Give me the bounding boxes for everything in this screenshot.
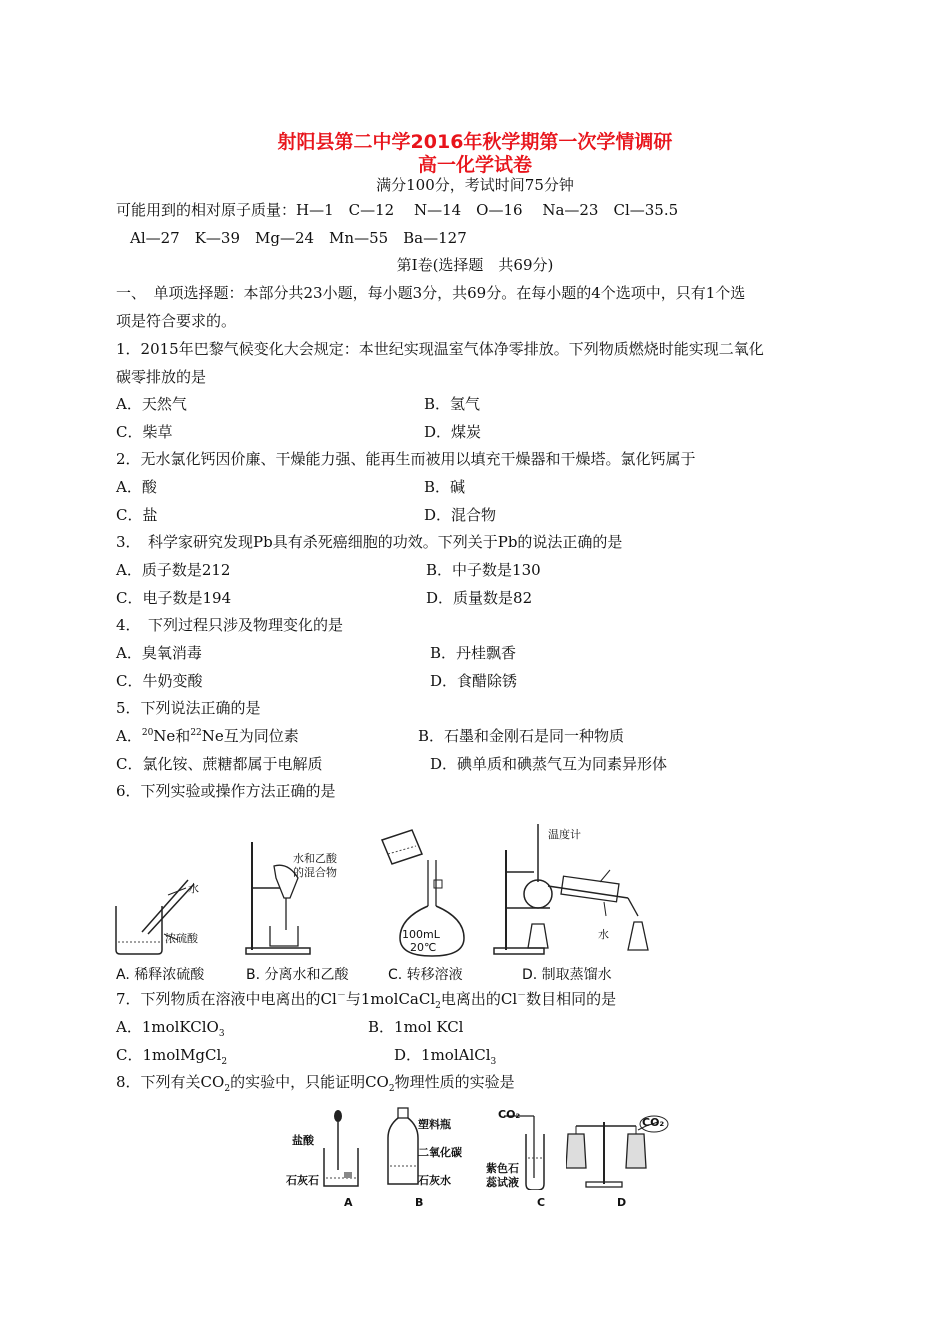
q5-stem: 5．下列说法正确的是 — [116, 699, 261, 717]
q6-fig-a-acid-label: 浓硫酸 — [165, 932, 198, 945]
exam-title: 射阳县第二中学2016年秋学期第一次学情调研 — [277, 131, 673, 153]
q8-fig-a-limestone-label: 石灰石 — [286, 1174, 319, 1187]
q2-stem: 2．无水氯化钙因价廉、干燥能力强、能再生而被用以填充干燥器和干燥塔。氯化钙属于 — [116, 450, 696, 468]
q8-label-d: D — [617, 1196, 627, 1209]
q8-label-a: A — [344, 1196, 353, 1209]
q6-fig-d-thermometer-label: 温度计 — [548, 828, 581, 841]
q4-option-c: C．牛奶变酸 — [116, 672, 203, 690]
q8-fig-b-limewater-label: 石灰水 — [418, 1174, 451, 1187]
q2-option-a: A．酸 — [116, 478, 157, 496]
q1-option-c: C．柴草 — [116, 423, 173, 441]
q8-fig-b-co2-label: 二氧化碳 — [418, 1146, 462, 1159]
q6-caption-c: C. 转移溶液 — [388, 967, 463, 983]
q6-caption-d: D. 制取蒸馏水 — [522, 967, 612, 983]
q6-figure-a — [108, 870, 218, 960]
q4-option-a: A．臭氧消毒 — [116, 644, 202, 662]
section-instructions-line2: 项是符合要求的。 — [116, 312, 237, 330]
q5-option-b: B．石墨和金刚石是同一种物质 — [418, 727, 625, 745]
q7-stem: 7．下列物质在溶液中电离出的Cl－与1molCaCl$_2$电离出的Cl－数目相同的是 — [116, 990, 617, 1011]
atomic-masses-line1: 可能用到的相对原子质量：H—1 C—12 N—14 O—16 Na—23 Cl—35.5 — [116, 201, 679, 219]
q4-option-b: B．丹桂飘香 — [430, 644, 517, 662]
q6-fig-b-label-line2: 的混合物 — [293, 866, 337, 879]
q3-option-d: D．质量数是82 — [426, 589, 533, 607]
q5-option-d: D．碘单质和碘蒸气互为同素异形体 — [430, 755, 668, 773]
q7-option-a: A．1molKClO$_3$ — [116, 1018, 225, 1039]
q3-option-b: B．中子数是130 — [426, 561, 541, 579]
q8-fig-c-litmus-line1: 紫色石 — [486, 1162, 519, 1175]
q8-fig-d-co2-label: CO₂ — [642, 1116, 665, 1129]
part-one-heading: 第Ⅰ卷(选择题 共69分) — [396, 256, 554, 274]
q6-stem: 6．下列实验或操作方法正确的是 — [116, 782, 336, 800]
q8-label-c: C — [537, 1196, 546, 1209]
q1-option-d: D．煤炭 — [424, 423, 482, 441]
q2-option-c: C．盐 — [116, 506, 158, 524]
exam-subtitle: 高一化学试卷 — [417, 154, 532, 176]
q8-label-b: B — [415, 1196, 424, 1209]
q3-option-c: C．电子数是194 — [116, 589, 232, 607]
section-instructions-line1: 一、 单项选择题：本部分共23小题，每小题3分，共69分。在每小题的4个选项中，只有1个选 — [116, 284, 746, 302]
q3-stem: 3． 科学家研究发现Pb具有杀死癌细胞的功效。下列关于Pb的说法正确的是 — [116, 533, 623, 551]
q8-fig-c-co2-label: CO₂ — [498, 1108, 521, 1121]
q3-option-a: A．质子数是212 — [116, 561, 231, 579]
q6-fig-a-water-label: 水 — [188, 882, 199, 895]
q4-option-d: D．食醋除锈 — [430, 672, 518, 690]
q5-option-c: C．氯化铵、蔗糖都属于电解质 — [116, 755, 323, 773]
q8-fig-a-hcl-label: 盐酸 — [292, 1134, 314, 1147]
q6-fig-d-water-label: 水 — [598, 928, 609, 941]
q2-option-b: B．碱 — [424, 478, 466, 496]
q5-option-a: A．$^{20}$Ne和$^{22}$Ne互为同位素 — [116, 727, 299, 745]
q1-stem-line1: 1．2015年巴黎气候变化大会规定：本世纪实现温室气体净零排放。下列物质燃烧时能实现二氧化 — [116, 340, 764, 358]
q8-figure-a — [318, 1108, 368, 1190]
q8-stem: 8．下列有关$CO_2$的实验中，只能证明$CO_2$物理性质的实验是 — [116, 1073, 515, 1094]
q1-option-b: B．氢气 — [424, 395, 481, 413]
q1-option-a: A．天然气 — [116, 395, 187, 413]
q2-option-d: D．混合物 — [424, 506, 497, 524]
q8-fig-c-litmus-line2: 蕊试液 — [486, 1176, 519, 1189]
q6-fig-c-temperature-label: 20℃ — [410, 941, 437, 954]
q6-caption-a: A. 稀释浓硫酸 — [116, 967, 205, 983]
q4-stem: 4． 下列过程只涉及物理变化的是 — [116, 616, 344, 634]
q1-stem-line2: 碳零排放的是 — [116, 368, 207, 386]
q6-fig-c-volume-label: 100mL — [402, 928, 440, 941]
q7-option-b: B．1mol KCl — [368, 1018, 464, 1036]
exam-info: 满分100分，考试时间75分钟 — [376, 176, 574, 194]
q6-caption-b: B. 分离水和乙酸 — [246, 967, 349, 983]
atomic-masses-line2: Al—27 K—39 Mg—24 Mn—55 Ba—127 — [130, 229, 467, 247]
q7-option-d: D．1molAlCl$_3$ — [394, 1046, 497, 1067]
q7-option-c: C．1molMgCl$_2$ — [116, 1046, 228, 1067]
q8-fig-b-bottle-label: 塑料瓶 — [418, 1118, 451, 1131]
q6-fig-b-label-line1: 水和乙酸 — [293, 852, 337, 865]
